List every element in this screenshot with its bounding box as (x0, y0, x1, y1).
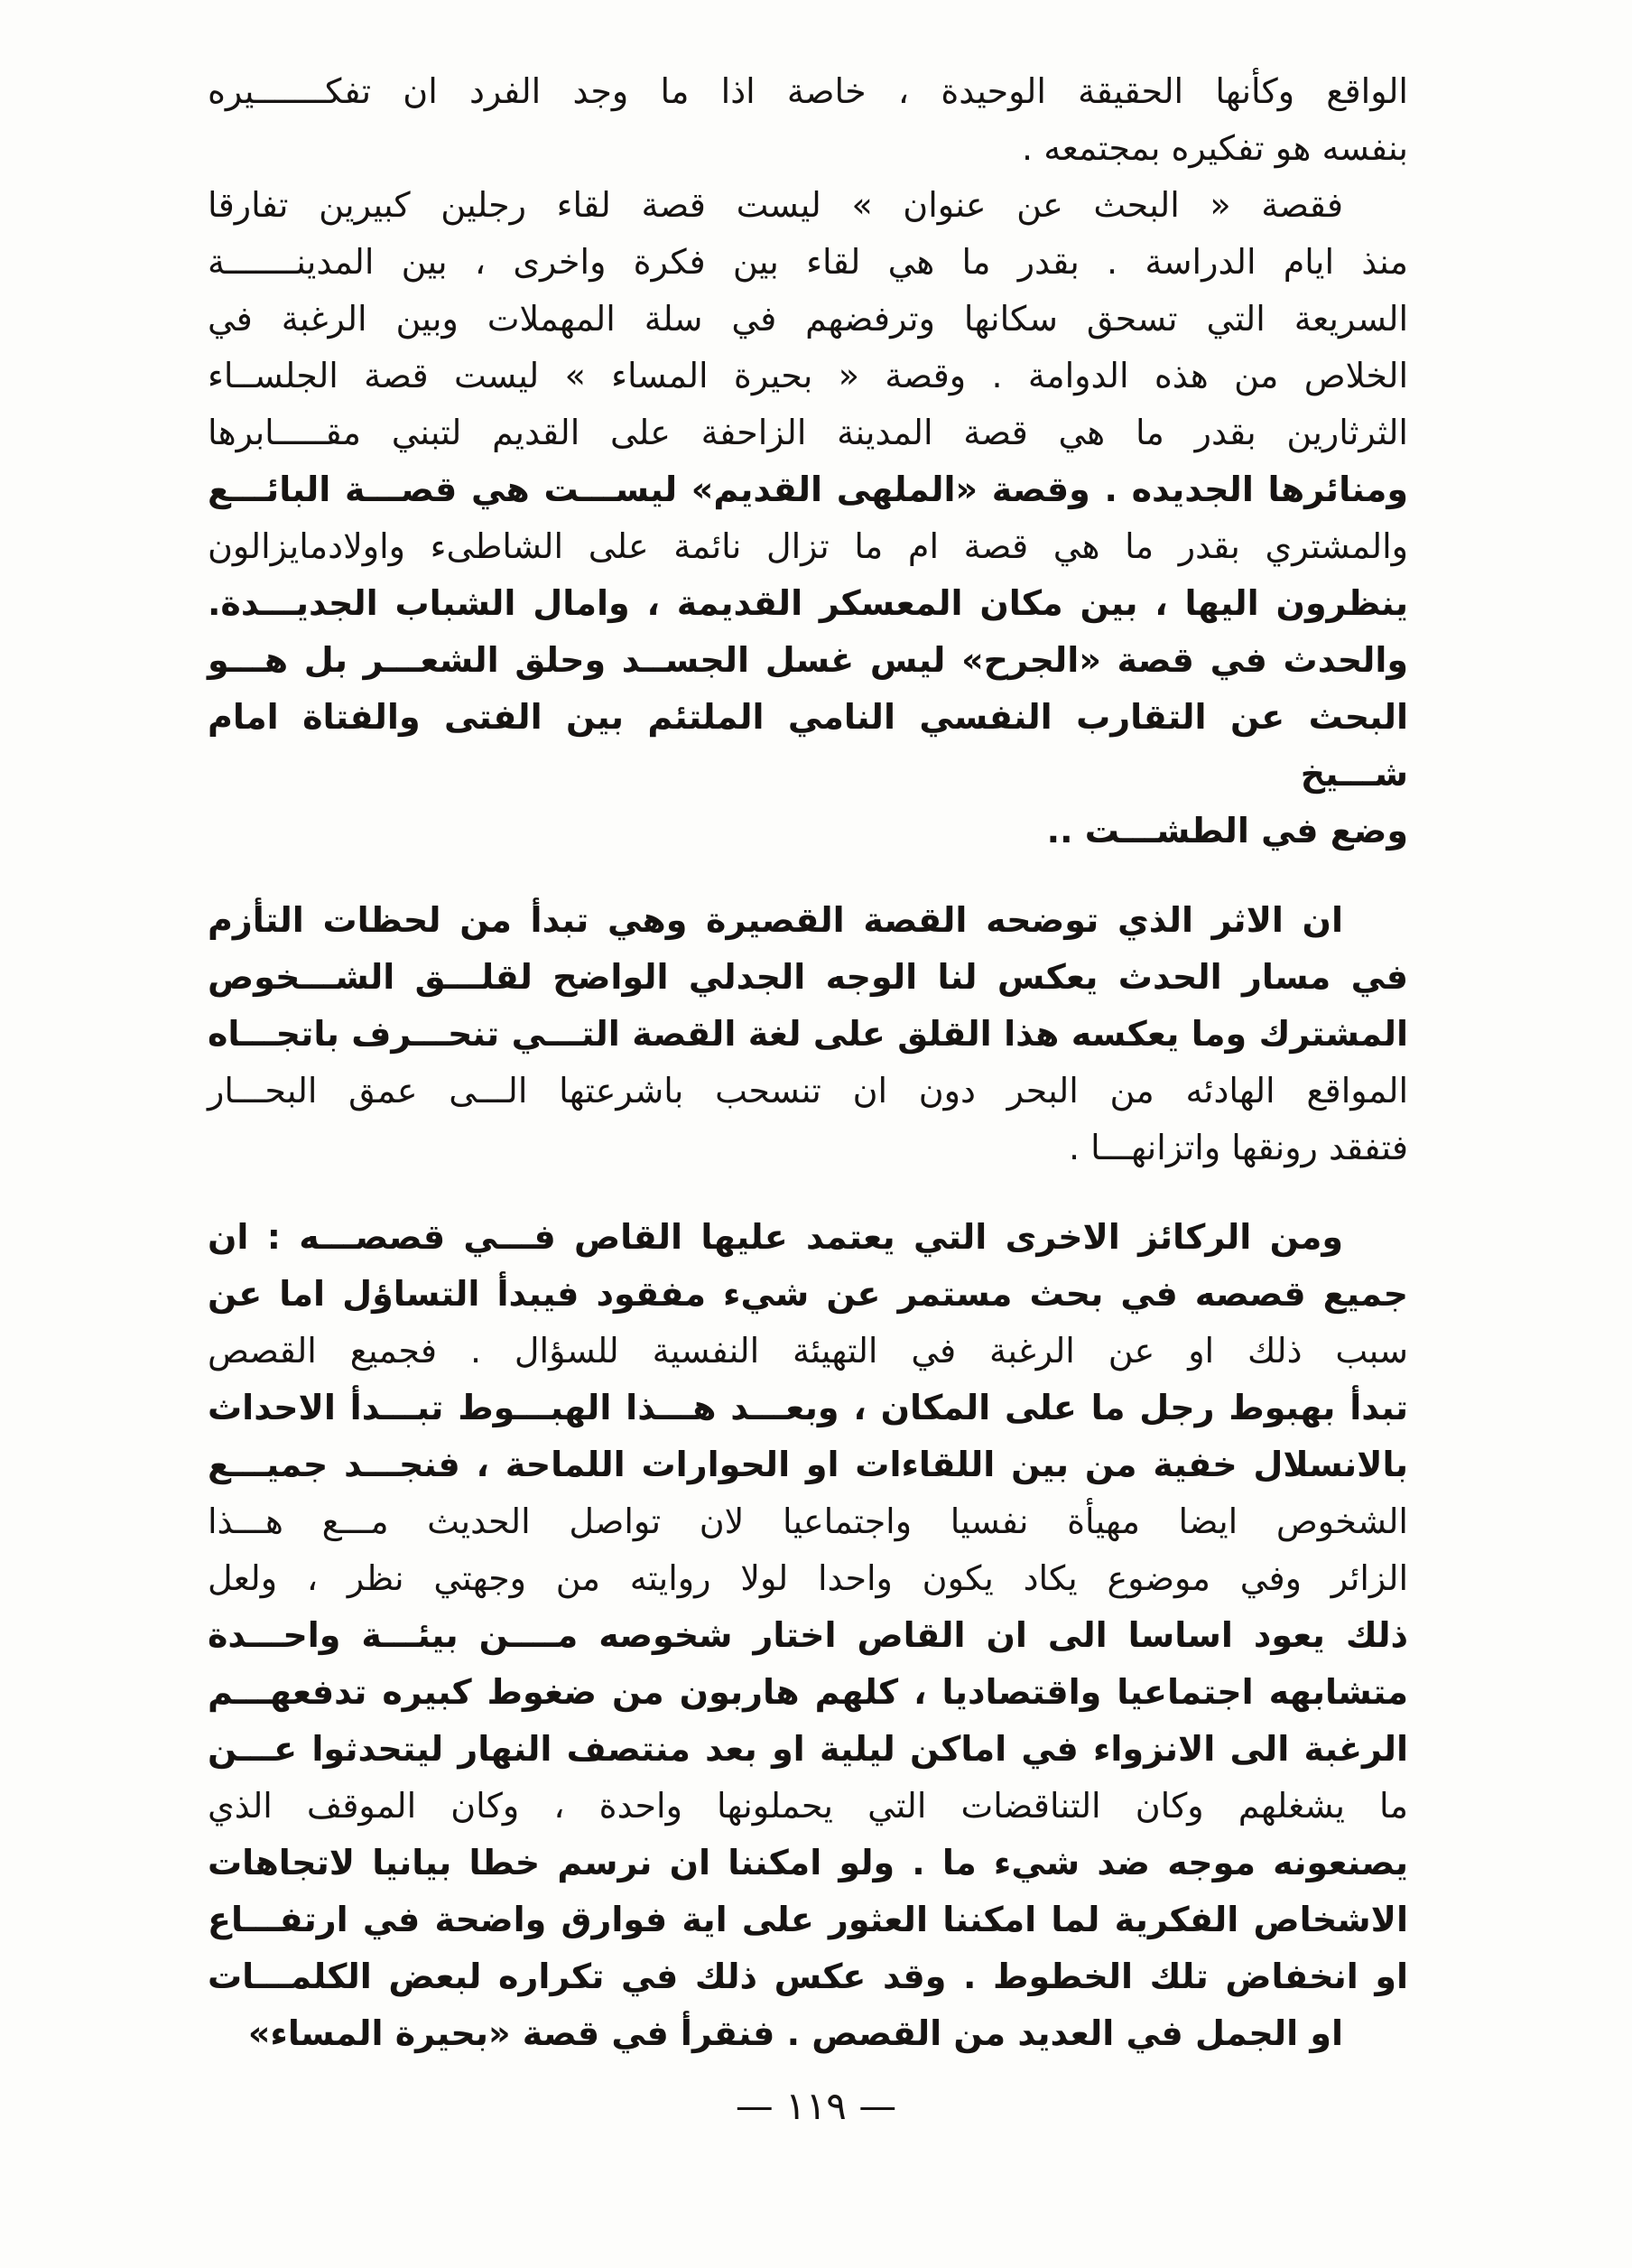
text-line: جميع قصصه في بحث مستمر عن شيء مفقود فيبدأ التساؤل اما عن (208, 1274, 1408, 1314)
text-line: والمشتري بقدر ما هي قصة ام ما تزال نائمة على الشاطىء واولادمايزالون (208, 526, 1408, 566)
text-line: والحدث في قصة «الجرح» ليس غسل الجســد وحلق الشعـــر بل هـــو (208, 640, 1408, 680)
text-line: الاشخاص الفكرية لما امكننا العثور على اية فوارق واضحة في ارتفـــاع (208, 1900, 1408, 1939)
text-line: المشترك وما يعكسه هذا القلق على لغة القصة التـــي تنحـــرف باتجـــاه (208, 1014, 1408, 1054)
text-line: او الجمل في العديد من القصص . فنقرأ في قصة «بحيرة المساء» (247, 2013, 1343, 2053)
text-line: منذ ايام الدراسة . بقدر ما هي لقاء بين فكرة واخرى ، بين المدينـــــــة (208, 242, 1408, 282)
text-line: بالانسلال خفية من بين اللقاءات او الحوارات اللماحة ، فنجـــد جميـــع (208, 1445, 1408, 1484)
text-line: ان الاثر الذي توضحه القصة القصيرة وهي تبدأ من لحظات التأزم (208, 900, 1343, 940)
text-line: ما يشغلهم وكان التناقضات التي يحملونها واحدة ، وكان الموقف الذي (208, 1786, 1408, 1826)
text-line: ينظرون اليها ، بين مكان المعسكر القديمة ، وامال الشباب الجديـــدة. (208, 583, 1408, 623)
text-line: ذلك يعود اساسا الى ان القاص اختار شخوصه مــــن بيئـــة واحـــدة (208, 1615, 1408, 1655)
text-line: سبب ذلك او عن الرغبة في التهيئة النفسية للسؤال . فجميع القصص (208, 1331, 1408, 1371)
text-line: بنفسه هو تفكيره بمجتمعه . (1022, 128, 1408, 168)
text-line: في مسار الحدث يعكس لنا الوجه الجدلي الواضح لقلـــق الشـــخوص (208, 957, 1408, 997)
text-line: السريعة التي تسحق سكانها وترفضهم في سلة المهملات وبين الرغبة في (208, 299, 1408, 339)
text-line: وضع في الطشـــت .. (1046, 811, 1408, 850)
text-line: الشخوص ايضا مهيأة نفسيا واجتماعيا لان تواصل الحديث مـــع هـــذا (208, 1501, 1408, 1541)
page-text (208, 63, 1408, 2062)
text-line: ومنائرها الجديده . وقصة «الملهى القديم» ليســـت هي قصـــة البائـــع (208, 469, 1408, 509)
text-line: الثرثارين بقدر ما هي قصة المدينة الزاحفة على القديم لتبني مقـــــابرها (208, 413, 1408, 452)
text-line: او انخفاض تلك الخطوط . وقد عكس ذلك في تكراره لبعض الكلمـــات (208, 1957, 1408, 1996)
text-line: يصنعونه موجه ضد شيء ما . ولو امكننا ان نرسم خطا بيانيا لاتجاهات (208, 1843, 1408, 1882)
text-line: الخلاص من هذه الدوامة . وقصة « بحيرة المساء » ليست قصة الجلســاء (208, 356, 1408, 395)
text-line: البحث عن التقارب النفسي النامي الملتئم بين الفتى والفتاة امام شـــيخ (208, 697, 1408, 794)
text-line: متشابهه اجتماعيا واقتصاديا ، كلهم هاربون من ضغوط كبيره تدفعهـــم (208, 1672, 1408, 1712)
text-line: ومن الركائز الاخرى التي يعتمد عليها القاص فـــي قصصـــه : ان (208, 1217, 1343, 1257)
text-line: الزائر وفي موضوع يكاد يكون واحدا لولا روايته من وجهتي نظر ، ولعل (208, 1558, 1408, 1598)
text-line: الواقع وكأنها الحقيقة الوحيدة ، خاصة اذا ما وجد الفرد ان تفكـــــــيره (208, 71, 1408, 111)
text-line: فتفقد رونقها واتزانهـــا . (1068, 1128, 1408, 1167)
text-line: تبدأ بهبوط رجل ما على المكان ، وبعـــد هـــذا الهبـــوط تبـــدأ الاحداث (208, 1388, 1408, 1427)
text-line: فقصة « البحث عن عنوان » ليست قصة لقاء رجلين كبيرين تفارقا (208, 185, 1343, 225)
text-line: المواقع الهادئه من البحر دون ان تنسحب باشرعتها الـــى عمق البحـــار (208, 1071, 1408, 1111)
page-number: — ١١٩ — (735, 2084, 897, 2128)
text-line: الرغبة الى الانزواء في اماكن ليلية او بعد منتصف النهار ليتحدثوا عـــن (208, 1729, 1408, 1769)
